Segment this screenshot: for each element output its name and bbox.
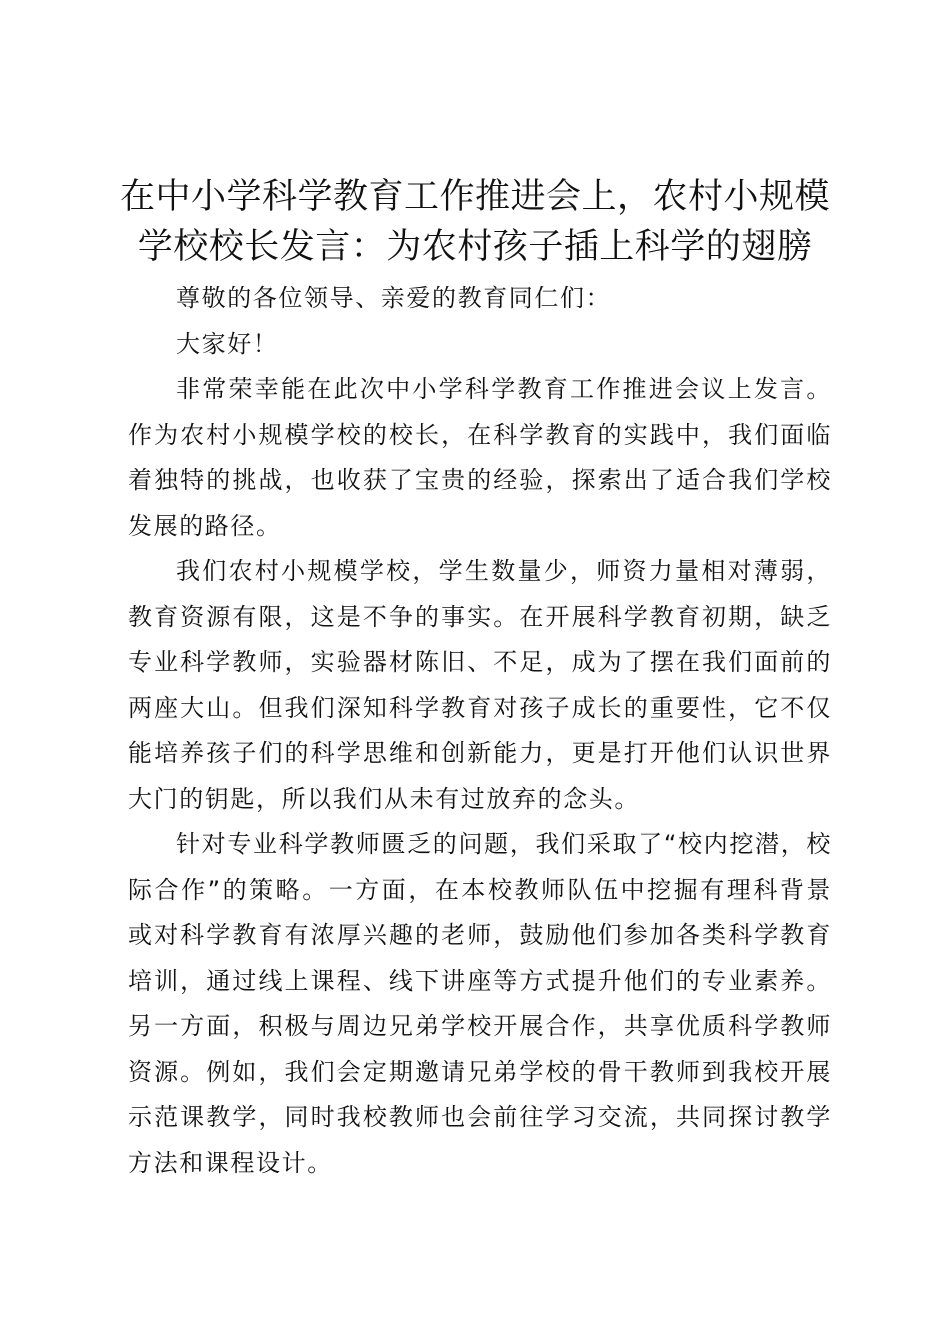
greeting-paragraph: 大家好！ (176, 329, 279, 358)
salutation-paragraph: 尊敬的各位领导、亲爱的教育同仁们： (176, 284, 612, 312)
challenges-paragraph: 我们农村小规模学校，学生数量少，师资力量相对薄弱，教育资源有限，这是不争的事实。在开展科学教育初期，缺乏专业科学教师，实验器材陈旧、不足，成为了摆在我们面前的两座大山。但我们深知科学教育对孩子成长的重要性，它不仅能培养孩子们的科学思维和创新能力，更是打开他们认识世界大门的钥匙，所以我们从未有过放弃的念头。 (128, 557, 832, 813)
strategy-paragraph: 针对专业科学教师匮乏的问题，我们采取了“校内挖潜，校际合作”的策略。一方面，在本校教师队伍中挖掘有理科背景或对科学教育有浓厚兴趣的老师，鼓励他们参加各类科学教育培训，通过线上课程、线下讲座等方式提升他们的专业素养。另一方面，积极与周边兄弟学校开展合作，共享优质科学教师资源。例如，我们会定期邀请兄弟学校的骨干教师到我校开展示范课教学，同时我校教师也会前往学习交流，共同探讨教学方法和课程设计。 (128, 830, 832, 1177)
document-body (128, 276, 832, 1186)
document-title: 在中小学科学教育工作推进会上，农村小规模学校校长发言：为农村孩子插上科学的翅膀 (119, 177, 830, 267)
intro-paragraph: 非常荣幸能在此次中小学科学教育工作推进会议上发言。作为农村小规模学校的校长，在科学教育的实践中，我们面临着独特的挑战，也收获了宝贵的经验，探索出了适合我们学校发展的路径。 (128, 375, 832, 540)
